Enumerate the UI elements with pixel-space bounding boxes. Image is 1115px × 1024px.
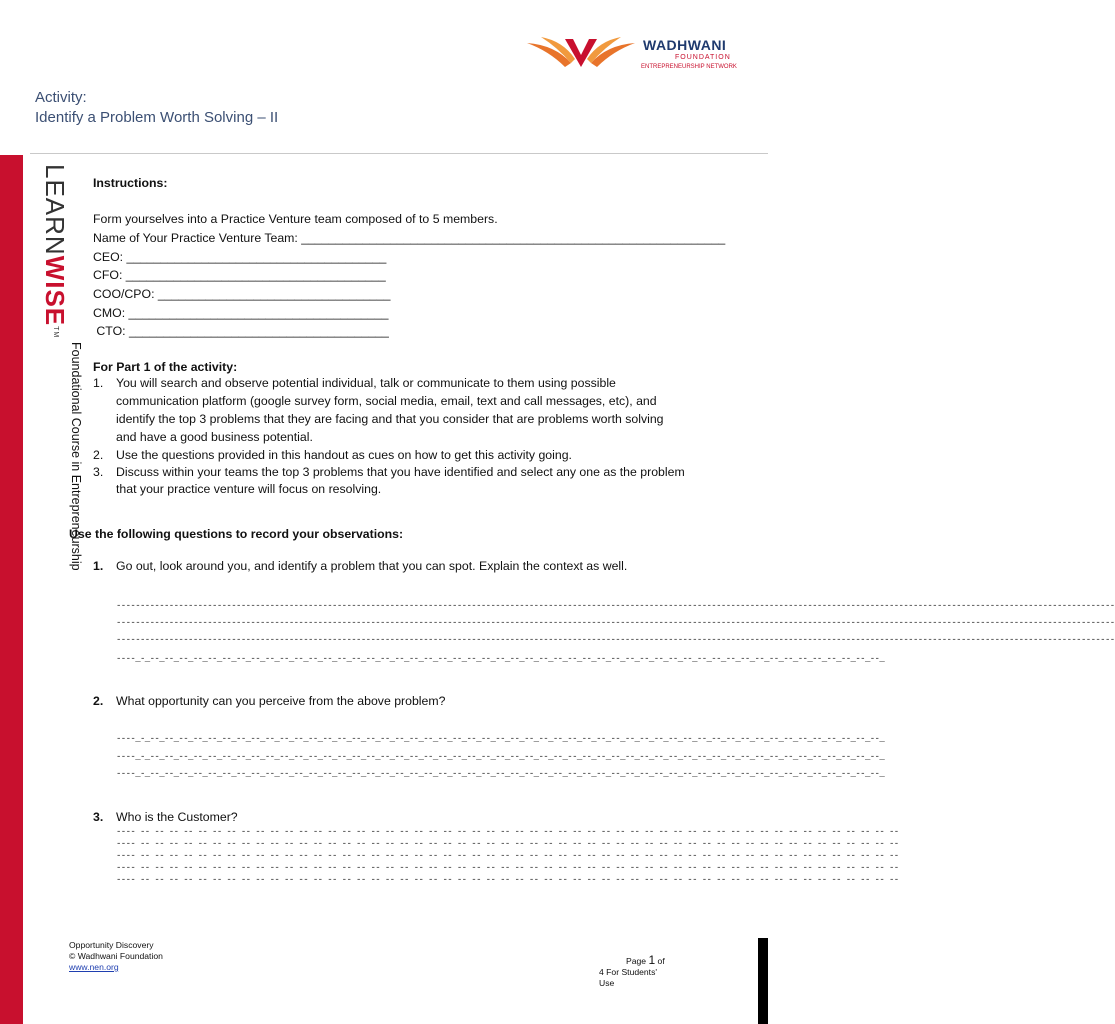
cto-field[interactable]: CTO: ______________________________________ xyxy=(93,324,389,338)
trademark: TM xyxy=(52,326,59,339)
footer-copyright: © Wadhwani Foundation xyxy=(69,951,163,961)
instructions-intro: Form yourselves into a Practice Venture team composed of to 5 members. xyxy=(93,212,498,226)
brand-sub2: ENTREPRENEURSHIP NETWORK xyxy=(641,64,737,70)
page-line2: 4 For Students' xyxy=(599,967,658,977)
page-title: Identify a Problem Worth Solving – II xyxy=(35,109,279,126)
ceo-field[interactable]: CEO: ______________________________________ xyxy=(93,250,387,264)
footer-left xyxy=(69,940,163,973)
footer-course: Opportunity Discovery xyxy=(69,940,154,950)
question-text: What opportunity can you perceive from the above problem? xyxy=(116,694,446,708)
answer-line[interactable]: ----_-_--_--_--_--_--_--_--_--_--_--_--_--_--_--_--_--_--_--_--_--_--_--_--_--_--_--_--_--_--_--_--_--_--_--_--_--_--_--_--_--_--_--_--_--_--_--_--_--_--_--_--_ xyxy=(116,752,885,762)
wadhwani-logo-icon xyxy=(525,33,637,73)
cfo-field[interactable]: CFO: ______________________________________ xyxy=(93,268,386,282)
wadhwani-logo xyxy=(525,30,765,80)
part1-item-num: 2. xyxy=(93,448,104,462)
questions-heading: Use the following questions to record your observations: xyxy=(69,527,404,541)
page-suffix: of xyxy=(655,956,665,966)
part1-item-line: Discuss within your teams the top 3 problems that you have identified and select any one as the problem xyxy=(116,465,685,479)
answer-line[interactable]: ---- -- -- -- -- -- -- -- -- -- -- -- -- -- -- -- -- -- -- -- -- -- -- -- -- -- -- -- -- -- -- -- -- -- -- -- -- -- -- -- -- -- -- -- -- -- -- -- -- -- -- -- -- -- xyxy=(116,851,899,861)
footer-link[interactable]: www.nen.org xyxy=(69,962,119,972)
answer-line[interactable]: ---------------------------------------------------------------------------------------------------------------------------------------------------------------------------------------------------------------- xyxy=(116,618,1115,628)
learn-word: LEARN xyxy=(40,164,70,256)
answer-line[interactable]: ---- -- -- -- -- -- -- -- -- -- -- -- -- -- -- -- -- -- -- -- -- -- -- -- -- -- -- -- -- -- -- -- -- -- -- -- -- -- -- -- -- -- -- -- -- -- -- -- -- -- -- -- -- -- xyxy=(116,839,899,849)
black-edge-bar xyxy=(758,938,768,1024)
part1-item-line: identify the top 3 problems that they are facing and that you consider that are problems worth solving xyxy=(116,412,664,426)
coo-field[interactable]: COO/CPO: __________________________________ xyxy=(93,287,391,301)
answer-line[interactable]: ----_-_--_--_--_--_--_--_--_--_--_--_--_--_--_--_--_--_--_--_--_--_--_--_--_--_--_--_--_--_--_--_--_--_--_--_--_--_--_--_--_--_--_--_--_--_--_--_--_--_--_--_--_ xyxy=(116,654,885,664)
question-text: Who is the Customer? xyxy=(116,810,238,824)
page-prefix: Page xyxy=(626,956,649,966)
answer-line[interactable]: ---------------------------------------------------------------------------------------------------------------------------------------------------------------------------------------------------------------- xyxy=(116,635,1115,645)
learnwise-sidebar xyxy=(40,160,84,580)
team-name-field[interactable]: Name of Your Practice Venture Team: ______________________________________________________________ xyxy=(93,231,726,245)
header-divider xyxy=(30,153,768,154)
footer-page-info xyxy=(599,955,689,989)
part1-item-line: that your practice venture will focus on resolving. xyxy=(116,482,382,496)
question-num: 1. xyxy=(93,559,104,573)
part1-item-line: You will search and observe potential individual, talk or communicate to them using possible xyxy=(116,376,616,390)
page-number: 1 xyxy=(648,953,656,967)
red-side-bar xyxy=(0,155,23,1024)
part1-heading: For Part 1 of the activity: xyxy=(93,360,238,374)
activity-label: Activity: xyxy=(35,89,87,106)
page-line3: Use xyxy=(599,978,615,988)
answer-line[interactable]: ---- -- -- -- -- -- -- -- -- -- -- -- -- -- -- -- -- -- -- -- -- -- -- -- -- -- -- -- -- -- -- -- -- -- -- -- -- -- -- -- -- -- -- -- -- -- -- -- -- -- -- -- -- -- xyxy=(116,863,899,873)
question-num: 2. xyxy=(93,694,104,708)
wise-word: WISE xyxy=(40,255,70,327)
cmo-field[interactable]: CMO: ______________________________________ xyxy=(93,306,389,320)
part1-item-num: 1. xyxy=(93,376,104,390)
part1-item-num: 3. xyxy=(93,465,104,479)
answer-line[interactable]: ----_-_--_--_--_--_--_--_--_--_--_--_--_--_--_--_--_--_--_--_--_--_--_--_--_--_--_--_--_--_--_--_--_--_--_--_--_--_--_--_--_--_--_--_--_--_--_--_--_--_--_--_--_ xyxy=(116,769,885,779)
brand-name: WADHWANI xyxy=(643,37,727,53)
course-name: Foundational Course in Entrepreneurship xyxy=(69,342,83,571)
question-num: 3. xyxy=(93,810,104,824)
answer-line[interactable]: ---- -- -- -- -- -- -- -- -- -- -- -- -- -- -- -- -- -- -- -- -- -- -- -- -- -- -- -- -- -- -- -- -- -- -- -- -- -- -- -- -- -- -- -- -- -- -- -- -- -- -- -- -- -- xyxy=(116,875,899,885)
answer-line[interactable]: ---- -- -- -- -- -- -- -- -- -- -- -- -- -- -- -- -- -- -- -- -- -- -- -- -- -- -- -- -- -- -- -- -- -- -- -- -- -- -- -- -- -- -- -- -- -- -- -- -- -- -- -- -- -- xyxy=(116,827,899,837)
part1-item-line: Use the questions provided in this handout as cues on how to get this activity going. xyxy=(116,448,572,462)
answer-line[interactable]: ----_-_--_--_--_--_--_--_--_--_--_--_--_--_--_--_--_--_--_--_--_--_--_--_--_--_--_--_--_--_--_--_--_--_--_--_--_--_--_--_--_--_--_--_--_--_--_--_--_--_--_--_--_ xyxy=(116,734,885,744)
instructions-heading: Instructions: xyxy=(93,176,168,190)
part1-item-line: and have a good business potential. xyxy=(116,430,313,444)
part1-item-line: communication platform (google survey form, social media, email, text and call messages, etc), and xyxy=(116,394,657,408)
brand-sub1: FOUNDATION xyxy=(675,54,731,61)
answer-line[interactable]: ---------------------------------------------------------------------------------------------------------------------------------------------------------------------------------------------------------------- xyxy=(116,601,1115,611)
question-text: Go out, look around you, and identify a problem that you can spot. Explain the context as well. xyxy=(116,559,628,573)
